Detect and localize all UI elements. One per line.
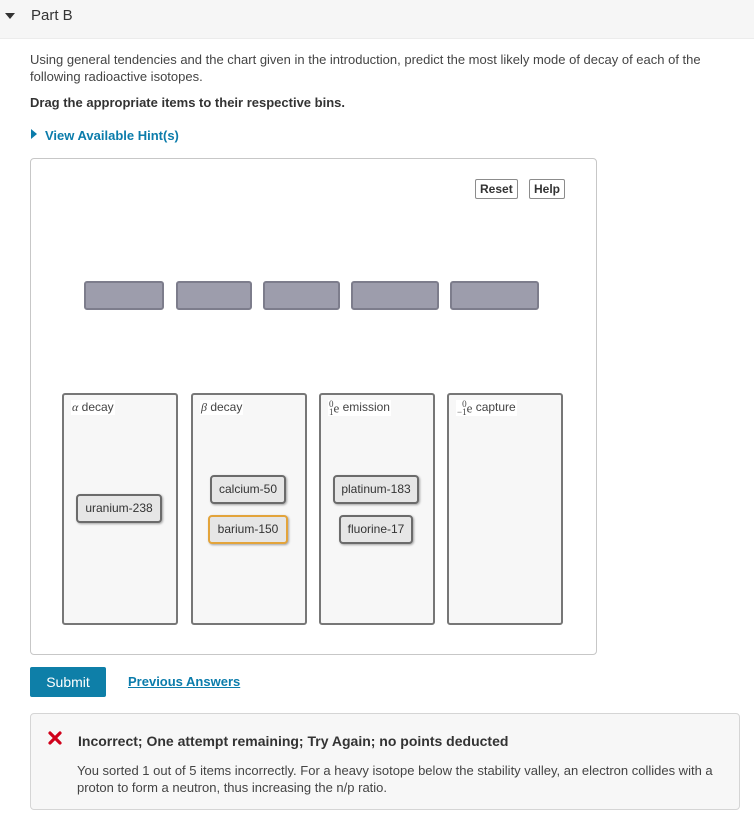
part-title: Part B (31, 7, 73, 24)
reset-button[interactable]: Reset (475, 179, 518, 199)
empty-item-slot[interactable] (176, 281, 252, 310)
item-calcium-50[interactable]: calcium-50 (210, 475, 286, 504)
item-platinum-183[interactable]: platinum-183 (333, 475, 419, 504)
incorrect-x-icon (47, 730, 63, 746)
help-button[interactable]: Help (529, 179, 565, 199)
item-barium-150[interactable]: barium-150 (208, 515, 288, 544)
bin-label-alpha: α decay (72, 400, 114, 414)
instructions-text: Using general tendencies and the chart given in the introduction, predict the most likely mode of decay of each of the following radioactive isotopes. (30, 52, 701, 84)
item-fluorine-17[interactable]: fluorine-17 (339, 515, 413, 544)
empty-item-slot[interactable] (84, 281, 164, 310)
previous-answers-link[interactable]: Previous Answers (128, 674, 241, 689)
empty-item-slot[interactable] (450, 281, 539, 310)
view-hints-link[interactable] (31, 128, 179, 143)
drag-instruction: Drag the appropriate items to their respective bins. (30, 95, 345, 110)
empty-item-slot[interactable] (263, 281, 340, 310)
part-header[interactable] (0, 0, 754, 39)
expand-caret-icon (31, 129, 37, 139)
item-uranium-238[interactable]: uranium-238 (76, 494, 162, 523)
bin-positron-emission[interactable] (319, 393, 435, 625)
bin-beta-decay[interactable] (191, 393, 307, 625)
bin-label-positron: 0 1e emission (329, 399, 390, 417)
bin-label-capture: 0 −1e capture (457, 399, 516, 417)
empty-item-slot[interactable] (351, 281, 439, 310)
bin-label-beta: β decay (201, 400, 243, 414)
bin-electron-capture[interactable] (447, 393, 563, 625)
feedback-title: Incorrect; One attempt remaining; Try Again; no points deducted (78, 733, 509, 749)
drag-drop-workspace (30, 158, 597, 655)
collapse-caret-icon[interactable] (5, 13, 15, 19)
feedback-body: You sorted 1 out of 5 items incorrectly. For a heavy isotope below the stability valley, an electron collides with a proton to form a neutron, thus increasing the n/p ratio. (77, 763, 713, 795)
feedback-box (30, 713, 740, 810)
submit-button[interactable]: Submit (30, 667, 106, 697)
view-hints-label: View Available Hint(s) (45, 128, 179, 143)
